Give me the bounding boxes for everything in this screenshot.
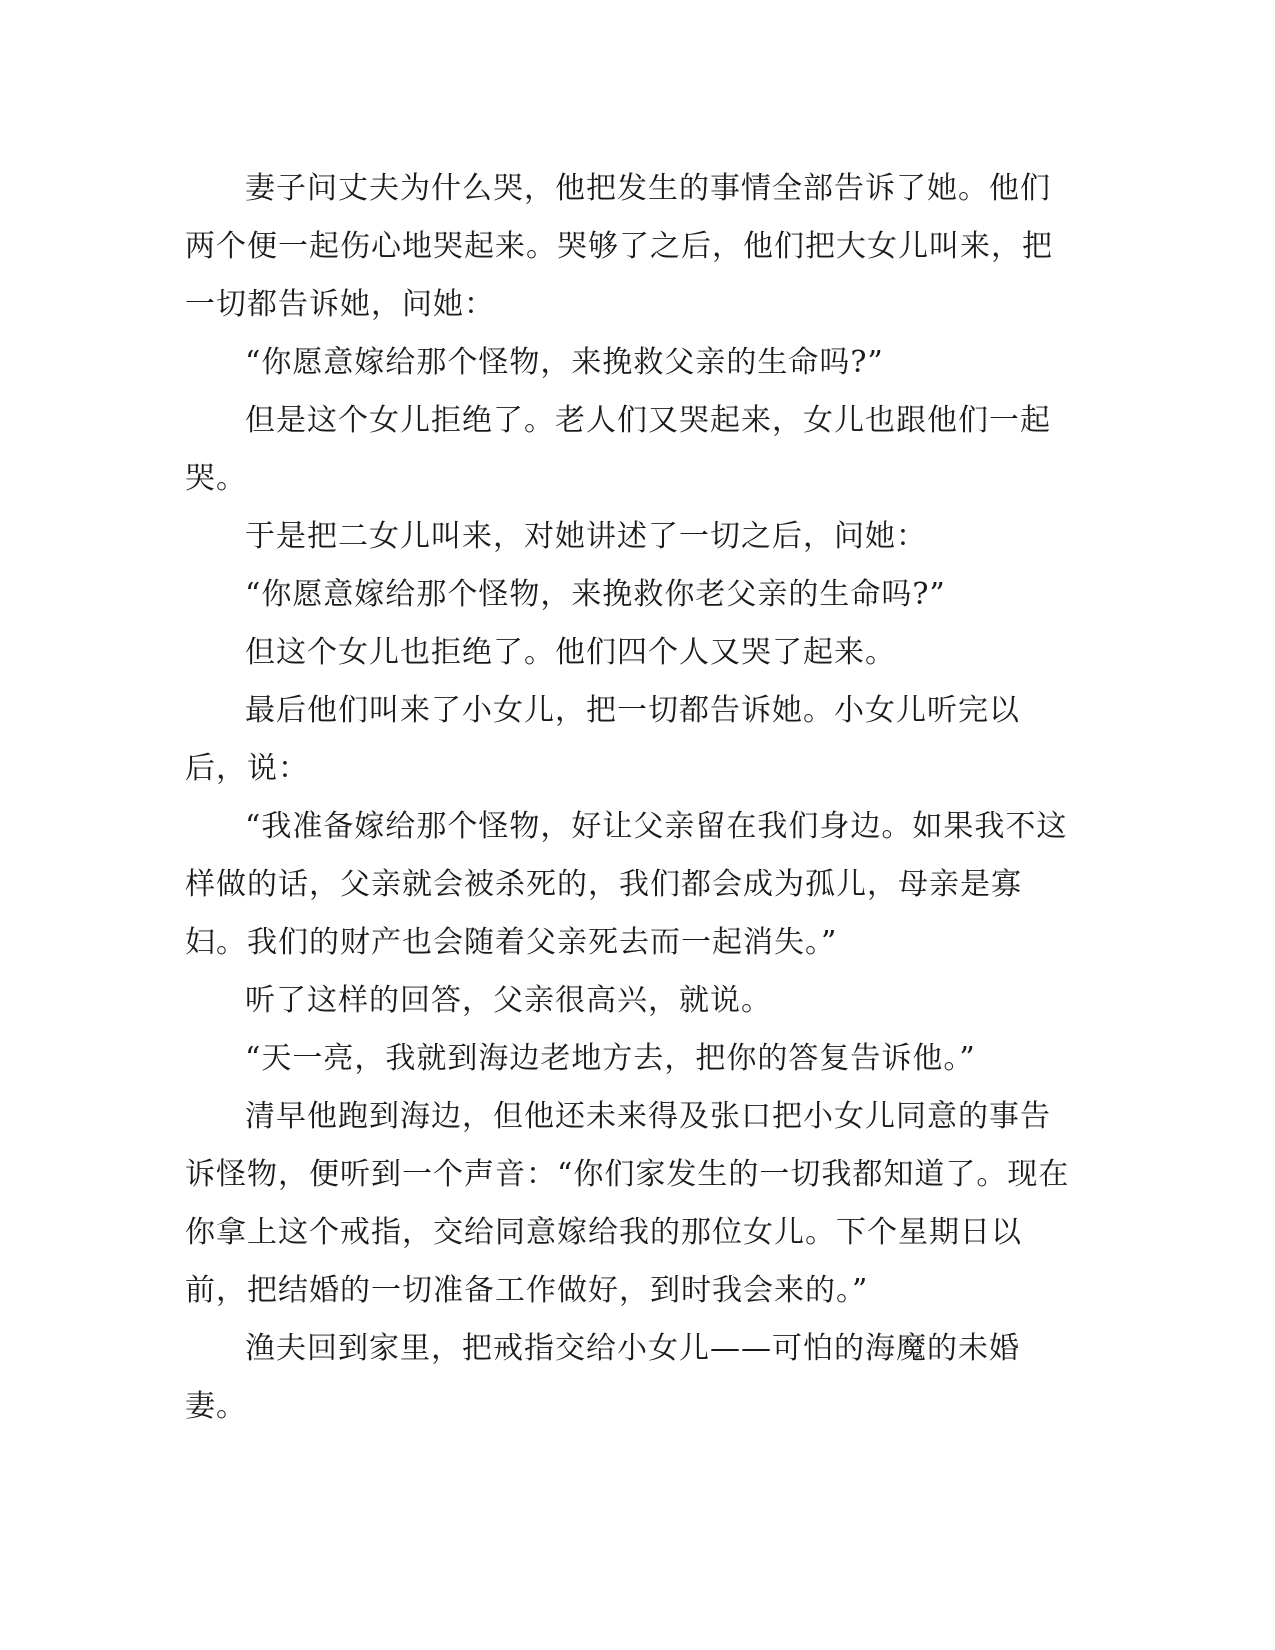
paragraph: 但这个女儿也拒绝了。他们四个人又哭了起来。 <box>245 635 896 670</box>
paragraph: 但是这个女儿拒绝了。老人们又哭起来，女儿也跟他们一起哭。 <box>185 403 1051 496</box>
paragraph: 妻子问丈夫为什么哭，他把发生的事情全部告诉了她。他们两个便一起伤心地哭起来。哭够了之后，他们把大女儿叫来，把一切都告诉她，问她： <box>185 171 1053 322</box>
paragraph: 最后他们叫来了小女儿，把一切都告诉她。小女儿听完以后，说： <box>185 693 1020 786</box>
paragraph: “你愿意嫁给那个怪物，来挽救父亲的生命吗?” <box>245 345 884 380</box>
paragraph: 听了这样的回答，父亲很高兴，就说。 <box>245 983 772 1018</box>
paragraph: 清早他跑到海边，但他还未来得及张口把小女儿同意的事告诉怪物，便听到一个声音：“你们家发生的一切我都知道了。现在你拿上这个戒指，交给同意嫁给我的那位女儿。下个星期日以前，把结婚的一切准备工作做好，到时我会来的。” <box>185 1099 1070 1308</box>
paragraph: “天一亮，我就到海边老地方去，把你的答复告诉他。” <box>245 1041 976 1076</box>
paragraph: “你愿意嫁给那个怪物，来挽救你老父亲的生命吗?” <box>245 577 946 612</box>
paragraph: “我准备嫁给那个怪物，好让父亲留在我们身边。如果我不这样做的话，父亲就会被杀死的，我们都会成为孤儿，母亲是寡妇。我们的财产也会随着父亲死去而一起消失。” <box>185 809 1068 960</box>
paragraph: 渔夫回到家里，把戒指交给小女儿——可怕的海魔的未婚妻。 <box>185 1331 1020 1424</box>
paragraph: 于是把二女儿叫来，对她讲述了一切之后，问她： <box>245 519 927 554</box>
document-body <box>185 160 1075 1436</box>
